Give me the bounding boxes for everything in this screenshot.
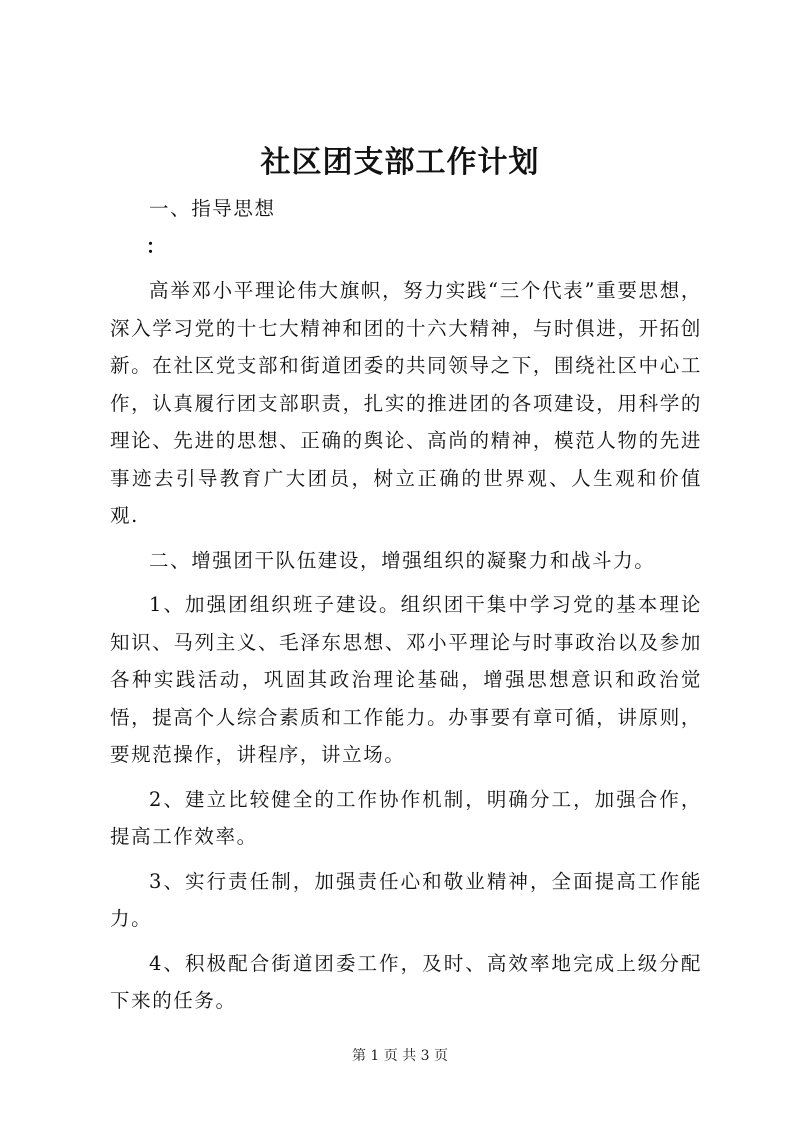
- document-title: 社区团支部工作计划: [260, 145, 540, 180]
- list-item-2: 2、建立比较健全的工作协作机制，明确分工，加强合作，提高工作效率。: [110, 787, 702, 848]
- section-heading-guiding-thought: 一、指导思想: [149, 197, 276, 220]
- list-item-1: 1、加强团组织班子建设。组织团干集中学习党的基本理论知识、马列主义、毛泽东思想、邓小平理论与时事政治以及参加各种实践活动，巩固其政治理论基础，增强思想意识和政治觉悟，提高个人综合素质和工作能力。办事要有章可循，讲原则，要规范操作，讲程序，讲立场。: [110, 593, 702, 766]
- section-heading-team-building: 二、增强团干队伍建设，增强组织的凝聚力和战斗力。: [149, 548, 656, 572]
- list-item-4: 4、积极配合街道团委工作，及时、高效率地完成上级分配下来的任务。: [110, 951, 702, 1012]
- colon-line: ：: [146, 234, 166, 258]
- list-item-3: 3、实行责任制，加强责任心和敬业精神，全面提高工作能力。: [110, 869, 702, 930]
- paragraph-guiding-thought: 高举邓小平理论伟大旗帜，努力实践“三个代表”重要思想，深入学习党的十七大精神和团的十六大精神，与时俱进，开拓创新。在社区党支部和街道团委的共同领导之下，围绕社区中心工作，认真履行团支部职责，扎实的推进团的各项建设，用科学的理论、先进的思想、正确的舆论、高尚的精神，模范人物的先进事迹去引导教育广大团员，树立正确的世界观、人生观和价值观.: [110, 279, 702, 527]
- page-footer: 第 1 页 共 3 页: [351, 1048, 449, 1064]
- document-body: [110, 190, 702, 1020]
